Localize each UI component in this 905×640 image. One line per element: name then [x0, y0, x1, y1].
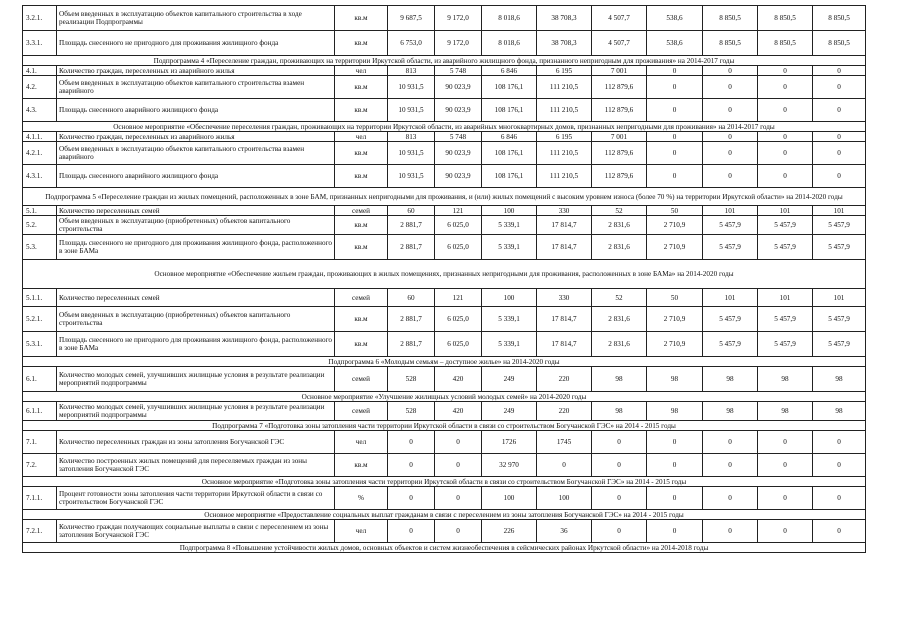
row-number: 5.2.	[23, 216, 57, 235]
value-cell: 108 176,1	[482, 76, 537, 99]
unit-cell: кв.м	[335, 165, 388, 188]
table-row	[23, 454, 866, 477]
unit-cell: семей	[335, 402, 388, 421]
value-cell: 8 018,6	[482, 6, 537, 31]
unit-cell: кв.м	[335, 6, 388, 31]
value-cell: 10 931,5	[388, 99, 435, 122]
value-cell: 98	[592, 402, 647, 421]
value-cell: 121	[435, 206, 482, 216]
section-header-row	[23, 477, 866, 487]
section-header-row	[23, 392, 866, 402]
value-cell: 2 710,9	[647, 235, 703, 260]
value-cell: 0	[813, 142, 866, 165]
value-cell: 7 001	[592, 66, 647, 76]
value-cell: 5 339,1	[482, 307, 537, 332]
value-cell: 0	[647, 142, 703, 165]
value-cell: 0	[758, 520, 813, 543]
value-cell: 100	[482, 289, 537, 307]
value-cell: 6 753,0	[388, 31, 435, 56]
indicator-name: Количество граждан получающих социальные выплаты в связи с переселением из зоны затопления Богучанской ГЭС	[57, 520, 335, 543]
unit-cell: кв.м	[335, 307, 388, 332]
value-cell: 0	[388, 431, 435, 454]
section-header: Основное мероприятие «Предоставление социальных выплат гражданам в связи с переселением из зоны затопления Богучанской ГЭС» на 2014 - 2015 годы	[23, 510, 866, 520]
value-cell: 0	[703, 454, 758, 477]
value-cell: 98	[813, 402, 866, 421]
value-cell: 4 507,7	[592, 6, 647, 31]
value-cell: 0	[758, 66, 813, 76]
indicators-table	[22, 5, 866, 553]
value-cell: 220	[537, 402, 592, 421]
value-cell: 98	[592, 367, 647, 392]
value-cell: 0	[647, 66, 703, 76]
table-row	[23, 402, 866, 421]
value-cell: 10 931,5	[388, 165, 435, 188]
indicator-name: Площадь снесенного не пригодного для проживания жилищного фонда, расположенного в зоне БАМа	[57, 235, 335, 260]
value-cell: 0	[813, 520, 866, 543]
unit-cell: кв.м	[335, 216, 388, 235]
value-cell: 38 708,3	[537, 6, 592, 31]
value-cell: 0	[537, 454, 592, 477]
value-cell: 6 195	[537, 66, 592, 76]
indicator-name: Количество молодых семей, улучшивших жилищные условия в результате реализации мероприятий подпрограммы	[57, 367, 335, 392]
value-cell: 101	[758, 206, 813, 216]
row-number: 5.3.1.	[23, 332, 57, 357]
value-cell: 7 001	[592, 132, 647, 142]
value-cell: 5 457,9	[758, 332, 813, 357]
value-cell: 0	[435, 520, 482, 543]
value-cell: 111 210,5	[537, 165, 592, 188]
value-cell: 108 176,1	[482, 165, 537, 188]
indicator-name: Площадь снесенного аварийного жилищного фонда	[57, 99, 335, 122]
value-cell: 5 457,9	[813, 216, 866, 235]
value-cell: 0	[813, 431, 866, 454]
value-cell: 0	[647, 132, 703, 142]
value-cell: 6 846	[482, 66, 537, 76]
value-cell: 2 831,6	[592, 235, 647, 260]
value-cell: 2 881,7	[388, 332, 435, 357]
value-cell: 101	[703, 289, 758, 307]
value-cell: 5 748	[435, 66, 482, 76]
value-cell: 10 931,5	[388, 142, 435, 165]
table-row	[23, 307, 866, 332]
value-cell: 6 025,0	[435, 332, 482, 357]
value-cell: 5 457,9	[703, 235, 758, 260]
value-cell: 8 850,5	[813, 6, 866, 31]
unit-cell: чел	[335, 520, 388, 543]
value-cell: 0	[758, 132, 813, 142]
value-cell: 6 025,0	[435, 307, 482, 332]
value-cell: 0	[813, 99, 866, 122]
value-cell: 528	[388, 402, 435, 421]
value-cell: 5 457,9	[813, 235, 866, 260]
table-row	[23, 206, 866, 216]
value-cell: 8 018,6	[482, 31, 537, 56]
unit-cell: кв.м	[335, 31, 388, 56]
table-row	[23, 6, 866, 31]
value-cell: 100	[482, 487, 537, 510]
value-cell: 0	[592, 454, 647, 477]
value-cell: 0	[703, 431, 758, 454]
value-cell: 0	[388, 487, 435, 510]
value-cell: 528	[388, 367, 435, 392]
value-cell: 0	[703, 142, 758, 165]
unit-cell: чел	[335, 431, 388, 454]
value-cell: 330	[537, 289, 592, 307]
row-number: 6.1.1.	[23, 402, 57, 421]
section-header: Основное мероприятие «Улучшение жилищных условий молодых семей» на 2014-2020 годы	[23, 392, 866, 402]
value-cell: 98	[758, 367, 813, 392]
unit-cell: семей	[335, 289, 388, 307]
unit-cell: семей	[335, 206, 388, 216]
value-cell: 17 814,7	[537, 235, 592, 260]
value-cell: 100	[537, 487, 592, 510]
value-cell: 108 176,1	[482, 142, 537, 165]
table-row	[23, 520, 866, 543]
value-cell: 17 814,7	[537, 216, 592, 235]
value-cell: 0	[703, 66, 758, 76]
section-header: Основное мероприятие «Подготовка зоны затопления части территории Иркутской области в связи со строительством Богучанской ГЭС» на 2014 - 2015 годы	[23, 477, 866, 487]
value-cell: 98	[758, 402, 813, 421]
table-row	[23, 165, 866, 188]
value-cell: 112 879,6	[592, 142, 647, 165]
value-cell: 9 172,0	[435, 6, 482, 31]
value-cell: 420	[435, 402, 482, 421]
value-cell: 0	[758, 454, 813, 477]
table-row	[23, 431, 866, 454]
section-header: Подпрограмма 5 «Переселение граждан из жилых помещений, расположенных в зоне БАМ, признанных непригодными для проживания, и (или) жилых помещений с высоким уровнем износа (более 70 %) на территории Иркутской области» на 2014-2020 годы	[23, 188, 866, 206]
value-cell: 111 210,5	[537, 99, 592, 122]
indicator-name: Объем введенных в эксплуатацию объектов капитального строительства в ходе реализации Подпрограммы	[57, 6, 335, 31]
value-cell: 101	[703, 206, 758, 216]
value-cell: 98	[647, 367, 703, 392]
value-cell: 0	[703, 165, 758, 188]
value-cell: 420	[435, 367, 482, 392]
row-number: 4.2.1.	[23, 142, 57, 165]
value-cell: 0	[647, 431, 703, 454]
value-cell: 8 850,5	[703, 31, 758, 56]
value-cell: 538,6	[647, 31, 703, 56]
indicator-name: Объем введенных в эксплуатацию (приобретенных) объектов капитального строительства	[57, 307, 335, 332]
value-cell: 330	[537, 206, 592, 216]
unit-cell: %	[335, 487, 388, 510]
row-number: 5.3.	[23, 235, 57, 260]
indicator-name: Количество переселенных граждан из зоны затопления Богучанской ГЭС	[57, 431, 335, 454]
value-cell: 0	[592, 520, 647, 543]
unit-cell: семей	[335, 367, 388, 392]
value-cell: 5 457,9	[703, 332, 758, 357]
value-cell: 5 339,1	[482, 332, 537, 357]
value-cell: 2 710,9	[647, 332, 703, 357]
value-cell: 101	[813, 289, 866, 307]
value-cell: 2 831,6	[592, 216, 647, 235]
value-cell: 249	[482, 402, 537, 421]
section-header-row	[23, 510, 866, 520]
section-header-row	[23, 56, 866, 66]
value-cell: 101	[813, 206, 866, 216]
value-cell: 5 339,1	[482, 216, 537, 235]
value-cell: 8 850,5	[758, 6, 813, 31]
value-cell: 38 708,3	[537, 31, 592, 56]
value-cell: 226	[482, 520, 537, 543]
value-cell: 0	[703, 76, 758, 99]
unit-cell: чел	[335, 132, 388, 142]
row-number: 4.3.1.	[23, 165, 57, 188]
value-cell: 98	[813, 367, 866, 392]
value-cell: 0	[813, 76, 866, 99]
value-cell: 9 172,0	[435, 31, 482, 56]
row-number: 4.1.	[23, 66, 57, 76]
value-cell: 2 831,6	[592, 332, 647, 357]
value-cell: 5 457,9	[703, 216, 758, 235]
value-cell: 0	[703, 132, 758, 142]
unit-cell: кв.м	[335, 76, 388, 99]
row-number: 7.2.	[23, 454, 57, 477]
table-row	[23, 31, 866, 56]
indicator-name: Площадь снесенного аварийного жилищного фонда	[57, 165, 335, 188]
value-cell: 5 748	[435, 132, 482, 142]
table-row	[23, 487, 866, 510]
value-cell: 0	[758, 142, 813, 165]
value-cell: 10 931,5	[388, 76, 435, 99]
row-number: 4.3.	[23, 99, 57, 122]
unit-cell: кв.м	[335, 142, 388, 165]
unit-cell: кв.м	[335, 99, 388, 122]
value-cell: 0	[703, 99, 758, 122]
value-cell: 2 710,9	[647, 216, 703, 235]
value-cell: 36	[537, 520, 592, 543]
unit-cell: кв.м	[335, 332, 388, 357]
row-number: 4.2.	[23, 76, 57, 99]
indicator-name: Объем введенных в эксплуатацию (приобретенных) объектов капитального строительства	[57, 216, 335, 235]
indicator-name: Объем введенных в эксплуатацию объектов капитального строительства взамен аварийного	[57, 76, 335, 99]
value-cell: 5 457,9	[758, 216, 813, 235]
section-header-row	[23, 543, 866, 553]
row-number: 6.1.	[23, 367, 57, 392]
value-cell: 0	[703, 487, 758, 510]
value-cell: 2 881,7	[388, 216, 435, 235]
section-header: Подпрограмма 6 «Молодым семьям – доступное жилье» на 2014-2020 годы	[23, 357, 866, 367]
value-cell: 112 879,6	[592, 165, 647, 188]
row-number: 7.1.1.	[23, 487, 57, 510]
value-cell: 0	[435, 487, 482, 510]
value-cell: 0	[813, 454, 866, 477]
value-cell: 60	[388, 206, 435, 216]
unit-cell: кв.м	[335, 235, 388, 260]
value-cell: 121	[435, 289, 482, 307]
value-cell: 0	[388, 454, 435, 477]
value-cell: 111 210,5	[537, 76, 592, 99]
value-cell: 8 850,5	[813, 31, 866, 56]
value-cell: 101	[758, 289, 813, 307]
indicator-name: Количество граждан, переселенных из аварийного жилья	[57, 66, 335, 76]
value-cell: 0	[388, 520, 435, 543]
value-cell: 9 687,5	[388, 6, 435, 31]
section-header: Подпрограмма 7 «Подготовка зоны затопления части территории Иркутской области в связи со строительством Богучанской ГЭС» на 2014 - 2015 годы	[23, 421, 866, 431]
value-cell: 50	[647, 206, 703, 216]
value-cell: 1726	[482, 431, 537, 454]
value-cell: 52	[592, 289, 647, 307]
unit-cell: чел	[335, 66, 388, 76]
value-cell: 0	[813, 132, 866, 142]
value-cell: 0	[647, 520, 703, 543]
table-row	[23, 99, 866, 122]
value-cell: 60	[388, 289, 435, 307]
table-row	[23, 367, 866, 392]
row-number: 5.2.1.	[23, 307, 57, 332]
value-cell: 5 457,9	[758, 307, 813, 332]
value-cell: 112 879,6	[592, 99, 647, 122]
value-cell: 90 023,9	[435, 142, 482, 165]
value-cell: 0	[813, 66, 866, 76]
value-cell: 0	[758, 487, 813, 510]
row-number: 5.1.	[23, 206, 57, 216]
value-cell: 0	[758, 165, 813, 188]
value-cell: 2 881,7	[388, 235, 435, 260]
row-number: 4.1.1.	[23, 132, 57, 142]
value-cell: 98	[703, 402, 758, 421]
value-cell: 0	[813, 487, 866, 510]
value-cell: 0	[592, 431, 647, 454]
value-cell: 5 457,9	[813, 332, 866, 357]
row-number: 7.1.	[23, 431, 57, 454]
value-cell: 1745	[537, 431, 592, 454]
indicator-name: Площадь снесенного не пригодного для проживания жилищного фонда, расположенного в зоне БАМа	[57, 332, 335, 357]
value-cell: 5 457,9	[758, 235, 813, 260]
value-cell: 6 025,0	[435, 216, 482, 235]
section-header-row	[23, 122, 866, 132]
value-cell: 98	[703, 367, 758, 392]
value-cell: 2 710,9	[647, 307, 703, 332]
section-header-row	[23, 421, 866, 431]
unit-cell: кв.м	[335, 454, 388, 477]
section-header-row	[23, 357, 866, 367]
table-row	[23, 235, 866, 260]
value-cell: 538,6	[647, 6, 703, 31]
value-cell: 0	[647, 487, 703, 510]
table-row	[23, 289, 866, 307]
value-cell: 0	[647, 165, 703, 188]
value-cell: 50	[647, 289, 703, 307]
table-row	[23, 142, 866, 165]
value-cell: 220	[537, 367, 592, 392]
section-header: Основное мероприятие «Обеспечение переселения граждан, проживающих на территории Иркутской области, из аварийных многоквартирных домов, признанных непригодными для проживания» на 2014-2017 годы	[23, 122, 866, 132]
table-row	[23, 216, 866, 235]
value-cell: 0	[813, 165, 866, 188]
row-number: 3.3.1.	[23, 31, 57, 56]
value-cell: 5 339,1	[482, 235, 537, 260]
value-cell: 8 850,5	[758, 31, 813, 56]
value-cell: 0	[703, 520, 758, 543]
section-header: Подпрограмма 8 «Повышение устойчивости жилых домов, основных объектов и систем жизнеобеспечения в сейсмических районах Иркутской области» на 2014-2018 годы	[23, 543, 866, 553]
value-cell: 90 023,9	[435, 165, 482, 188]
value-cell: 813	[388, 66, 435, 76]
value-cell: 5 457,9	[813, 307, 866, 332]
table-row	[23, 332, 866, 357]
indicator-name: Количество переселенных семей	[57, 206, 335, 216]
value-cell: 111 210,5	[537, 142, 592, 165]
value-cell: 0	[592, 487, 647, 510]
value-cell: 6 025,0	[435, 235, 482, 260]
value-cell: 0	[758, 431, 813, 454]
value-cell: 90 023,9	[435, 76, 482, 99]
value-cell: 0	[758, 99, 813, 122]
value-cell: 100	[482, 206, 537, 216]
indicator-name: Количество построенных жилых помещений для переселяемых граждан из зоны затопления Богучанской ГЭС	[57, 454, 335, 477]
table-row	[23, 76, 866, 99]
indicator-name: Процент готовности зоны затопления части территории Иркутской области в связи со строительством Богучанской ГЭС	[57, 487, 335, 510]
value-cell: 17 814,7	[537, 332, 592, 357]
value-cell: 2 831,6	[592, 307, 647, 332]
indicator-name: Количество граждан, переселенных из аварийного жилья	[57, 132, 335, 142]
row-number: 3.2.1.	[23, 6, 57, 31]
value-cell: 98	[647, 402, 703, 421]
value-cell: 0	[758, 76, 813, 99]
section-header: Основное мероприятие «Обеспечение жильем граждан, проживающих в жилых помещениях, признанных непригодными для проживания, расположенных в зоне БАМа» на 2014-2020 годы	[23, 260, 866, 289]
indicator-name: Количество переселенных семей	[57, 289, 335, 307]
value-cell: 0	[647, 99, 703, 122]
table-row	[23, 66, 866, 76]
value-cell: 4 507,7	[592, 31, 647, 56]
row-number: 7.2.1.	[23, 520, 57, 543]
table-row	[23, 132, 866, 142]
value-cell: 5 457,9	[703, 307, 758, 332]
indicator-name: Объем введенных в эксплуатацию объектов капитального строительства взамен аварийного	[57, 142, 335, 165]
section-header: Подпрограмма 4 «Переселение граждан, проживающих на территории Иркутской области, из аварийного жилищного фонда, признанного непригодным для проживания» на 2014-2017 годы	[23, 56, 866, 66]
indicator-name: Количество молодых семей, улучшивших жилищные условия в результате реализации мероприятий подпрограммы	[57, 402, 335, 421]
table-body	[23, 6, 866, 553]
value-cell: 249	[482, 367, 537, 392]
value-cell: 17 814,7	[537, 307, 592, 332]
section-header-row	[23, 260, 866, 289]
value-cell: 813	[388, 132, 435, 142]
value-cell: 0	[647, 454, 703, 477]
value-cell: 8 850,5	[703, 6, 758, 31]
value-cell: 6 846	[482, 132, 537, 142]
value-cell: 52	[592, 206, 647, 216]
value-cell: 0	[647, 76, 703, 99]
value-cell: 108 176,1	[482, 99, 537, 122]
value-cell: 0	[435, 454, 482, 477]
value-cell: 90 023,9	[435, 99, 482, 122]
section-header-row	[23, 188, 866, 206]
row-number: 5.1.1.	[23, 289, 57, 307]
value-cell: 2 881,7	[388, 307, 435, 332]
value-cell: 32 970	[482, 454, 537, 477]
indicator-name: Площадь снесенного не пригодного для проживания жилищного фонда	[57, 31, 335, 56]
value-cell: 6 195	[537, 132, 592, 142]
value-cell: 0	[435, 431, 482, 454]
value-cell: 112 879,6	[592, 76, 647, 99]
